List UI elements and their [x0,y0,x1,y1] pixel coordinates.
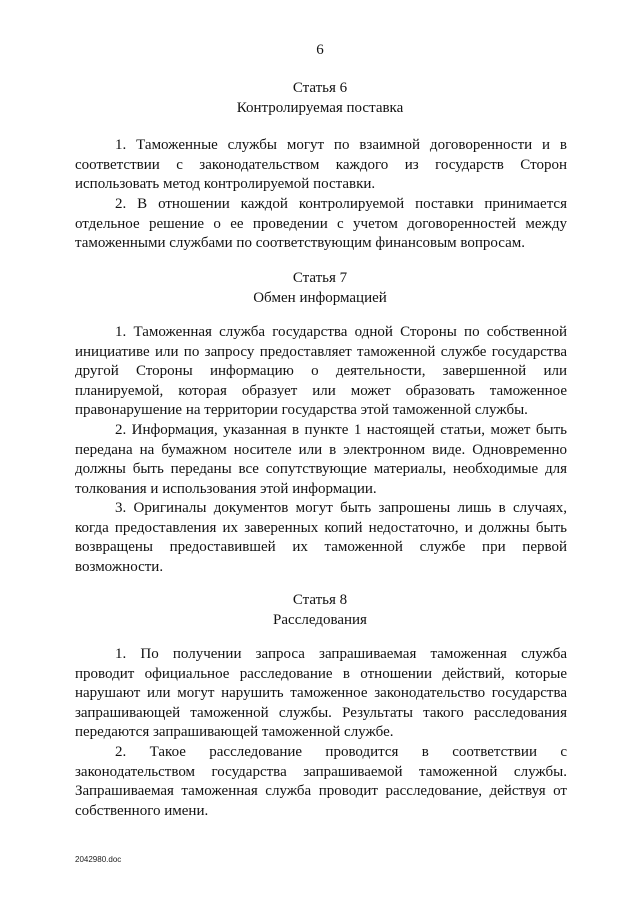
article-6-subtitle: Контролируемая поставка [236,100,404,116]
page-number: 6 [316,42,324,58]
article-6-paragraph-2: 2. В отношении каждой контролируемой поставки принимается отдельное решение о ее проведении с учетом договоренностей между таможенными службами по соответствующим финансовым вопросам. [75,196,567,251]
article-8-paragraph-2: 2. Такое расследование проводится в соответствии с законодательством государства запрашиваемой таможенной службы. Запрашиваемая таможенная служба проводит расследование, действуя от собственного имени. [75,744,567,819]
article-8-paragraph-1: 1. По получении запроса запрашиваемая таможенная служба проводит официальное расследование в отношении действий, которые нарушают или могут нарушить таможенное законодательство государства запрашивающей таможенной службы. Результаты такого расследования передаются запрашивающей таможенной службе. [75,646,567,740]
article-6-heading [0,78,640,118]
article-7-paragraph-1: 1. Таможенная служба государства одной Стороны по собственной инициативе или по запросу предоставляет таможенной службе государства другой Стороны информацию о деятельности, завершенной или планируемой, которая образует или может образовать таможенное правонарушение на территории государства этой таможенной службы. [75,324,567,418]
article-6-paragraph-1: 1. Таможенные службы могут по взаимной договоренности и в соответствии с законодательством каждого из государств Сторон использовать метод контролируемой поставки. [75,137,567,192]
article-6-title: Статья 6 [292,80,348,96]
article-7-subtitle: Обмен информацией [253,290,387,306]
article-7-title: Статья 7 [292,270,348,286]
article-7-heading [0,268,640,308]
article-8-title: Статья 8 [292,592,348,608]
document-filename: 2042980.doc [75,855,122,864]
article-7-paragraph-2: 2. Информация, указанная в пункте 1 настоящей статьи, может быть передана на бумажном носителе или в электронном виде. Одновременно должны быть переданы все сопутствующие материалы, необходимые для толкования и использования этой информации. [75,422,567,497]
article-7-paragraph-3: 3. Оригиналы документов могут быть запрошены лишь в случаях, когда предоставления их заверенных копий недостаточно, и должны быть возвращены предоставившей их таможенной службе при первой возможности. [75,500,567,575]
article-8-heading [0,590,640,630]
article-8-subtitle: Расследования [273,612,367,628]
